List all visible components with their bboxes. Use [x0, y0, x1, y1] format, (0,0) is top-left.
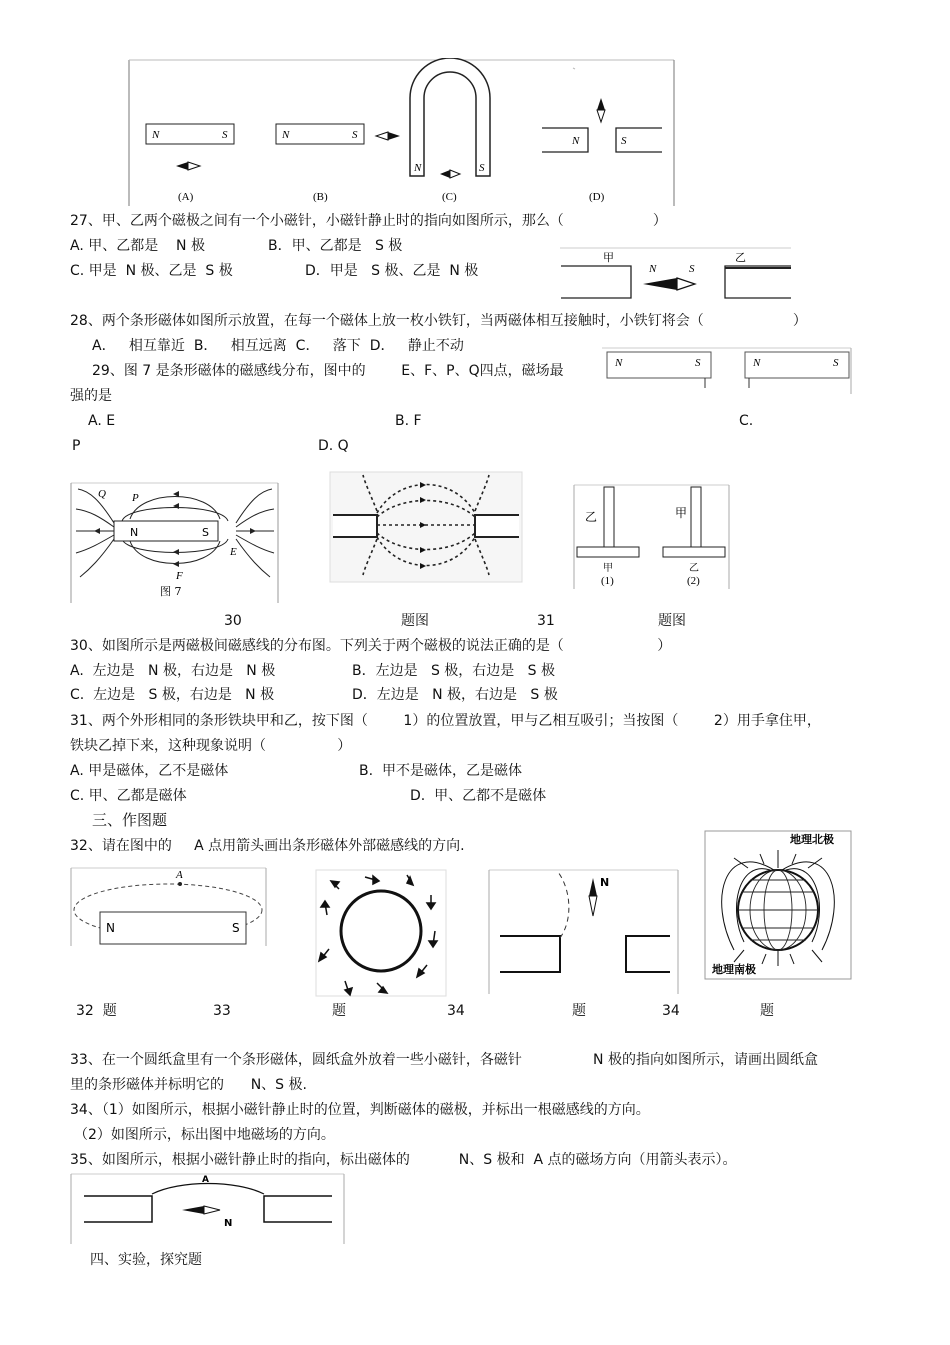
- q35-stem: 35、如图所示，根据小磁针静止时的指向，标出磁体的 N、S 极和 A 点的磁场方向（用箭头表示）。: [70, 1152, 737, 1168]
- section-4-heading: 四、实验，探究题: [90, 1252, 202, 1268]
- caption-31-text: 题图: [658, 613, 686, 629]
- q27-figure: [559, 246, 793, 302]
- q27-option-b: B．甲、乙都是 S 极: [268, 238, 403, 254]
- svg-text:S: S: [479, 162, 485, 174]
- q30-option-d: D．左边是 N 极，右边是 S 极: [352, 687, 558, 703]
- q30-stem: 30、如图所示是两磁极间磁感线的分布图。下列关于两个磁极的说法正确的是（ ）: [70, 638, 672, 654]
- q28-stem: 28、两个条形磁体如图所示放置，在每一个磁体上放一枚小铁钉，当两磁体相互接触时，小铁钉将会（ ）: [70, 313, 807, 329]
- q31-option-c: C. 甲、乙都是磁体: [70, 788, 187, 804]
- svg-text:S: S: [232, 921, 240, 935]
- figure-31-iron-bars: [573, 483, 731, 591]
- svg-text:N: N: [130, 526, 139, 539]
- q27-stem: 27、甲、乙两个磁极之间有一个小磁针，小磁针静止时的指向如图所示，那么（ ）: [70, 213, 667, 229]
- q27-option-d: D．甲是 S 极、乙是 N 极: [305, 263, 479, 279]
- svg-text:S: S: [352, 129, 358, 141]
- horseshoe-magnet: [410, 58, 490, 176]
- svg-text:地理南极: 地理南极: [712, 963, 756, 976]
- q28-figure: [601, 346, 853, 396]
- figure-7-field-lines: [70, 481, 280, 605]
- q27-option-a: A. 甲、乙都是 N 极: [70, 238, 205, 254]
- svg-text:N: N: [152, 129, 160, 141]
- q30-option-b: B．左边是 S 极，右边是 S 极: [352, 663, 555, 679]
- svg-text:(D): (D): [589, 191, 605, 203]
- caption-34-number: 34: [447, 1003, 465, 1019]
- q32-stem: 32、请在图中的 A 点用箭头画出条形磁体外部磁感线的方向.: [70, 838, 465, 854]
- q30-option-c: C. 左边是 S 极，右边是 N 极: [70, 687, 275, 703]
- q28-options: A． 相互靠近 B． 相互远离 C． 落下 D． 静止不动: [92, 338, 464, 354]
- caption-30-number: 30: [224, 613, 242, 629]
- q29-stem-line2: 强的是: [70, 388, 112, 404]
- svg-text:F: F: [176, 570, 183, 582]
- svg-text:(1): (1): [601, 575, 614, 587]
- figure-34-poles-needle: [488, 868, 680, 996]
- figure-35-magnets-needle: [70, 1172, 346, 1246]
- svg-text:S: S: [202, 526, 209, 539]
- svg-text:A: A: [202, 1175, 209, 1185]
- svg-text:A: A: [176, 869, 183, 881]
- figure-32-bar-magnet: [70, 866, 268, 948]
- q29-option-b: B. F: [395, 413, 422, 429]
- q31-option-a: A. 甲是磁体，乙不是磁体: [70, 763, 229, 779]
- caption-33-number: 33: [213, 1003, 231, 1019]
- figure-34-earth-magnetic-field: [704, 830, 852, 980]
- svg-text:(A): (A): [178, 191, 194, 203]
- svg-text:乙: 乙: [689, 563, 699, 574]
- q31-stem-line1: 31、两个外形相同的条形铁块甲和乙，按下图（ 1）的位置放置，甲与乙相互吸引；当按图（ 2）用手拿住甲，: [70, 713, 821, 729]
- svg-text:N: N: [649, 263, 657, 275]
- figure-30-field-between-poles: [329, 471, 523, 583]
- q29-stem-line1: 29、图 7 是条形磁体的磁感线分布，图中的 E、F、P、Q四点，磁场最: [92, 363, 564, 379]
- section-3-heading: 三、作图题: [92, 811, 168, 829]
- q31-option-b: B. 甲不是磁体，乙是磁体: [359, 763, 522, 779]
- svg-text:(C): (C): [442, 191, 457, 203]
- svg-text:乙: 乙: [735, 251, 746, 264]
- svg-text:N: N: [282, 129, 290, 141]
- svg-text:N: N: [753, 357, 761, 369]
- q31-option-d: D. 甲、乙都不是磁体: [410, 788, 547, 804]
- q29-option-a: A. E: [88, 413, 116, 429]
- q30-option-a: A. 左边是 N 极，右边是 N 极: [70, 663, 276, 679]
- caption-34b-number: 34: [662, 1003, 680, 1019]
- caption-33-text: 题: [332, 1003, 346, 1019]
- q33-stem-line1: 33、在一个圆纸盒里有一个条形磁体，圆纸盒外放着一些小磁针，各磁针 N 极的指向如图所示，请画出圆纸盒: [70, 1052, 818, 1068]
- svg-text:图 7: 图 7: [160, 585, 182, 598]
- caption-31-number: 31: [537, 613, 555, 629]
- q29-option-d: D. Q: [318, 438, 349, 454]
- svg-text:(B): (B): [313, 191, 328, 203]
- svg-text:N: N: [615, 357, 623, 369]
- svg-text:P: P: [132, 492, 139, 504]
- q27-option-c: C. 甲是 N 极、乙是 S 极: [70, 263, 233, 279]
- svg-text:(2): (2): [687, 575, 700, 587]
- svg-text:N: N: [106, 921, 115, 935]
- svg-text:S: S: [695, 357, 701, 369]
- svg-text:甲: 甲: [675, 506, 688, 520]
- caption-30-text: 题图: [401, 613, 429, 629]
- svg-text:N: N: [414, 162, 422, 174]
- q33-stem-line2: 里的条形磁体并标明它的 N、S 极.: [70, 1077, 307, 1093]
- svg-text:甲: 甲: [603, 563, 613, 574]
- figure-33-paper-box-needles: [315, 869, 447, 997]
- caption-32: 32 题: [76, 1003, 117, 1019]
- svg-text:地理北极: 地理北极: [790, 833, 834, 846]
- q29-option-c-cont: P: [72, 438, 81, 454]
- q34-line2: （2）如图所示，标出图中地磁场的方向。: [74, 1127, 335, 1143]
- svg-text:乙: 乙: [585, 510, 598, 524]
- caption-34-text: 题: [572, 1003, 586, 1019]
- q29-option-c: C.: [739, 413, 754, 429]
- svg-text:S: S: [621, 135, 627, 147]
- svg-text:S: S: [833, 357, 839, 369]
- svg-text:N: N: [572, 135, 580, 147]
- svg-text:甲: 甲: [603, 251, 614, 264]
- svg-text:S: S: [689, 263, 695, 275]
- q34-line1: 34、（1）如图所示，根据小磁针静止时的位置，判断磁体的磁极，并标出一根磁感线的方向。: [70, 1102, 650, 1118]
- svg-text:N: N: [224, 1218, 233, 1229]
- caption-34b-text: 题: [760, 1003, 774, 1019]
- svg-text:N: N: [600, 876, 610, 889]
- svg-text:E: E: [230, 546, 237, 558]
- q31-stem-line2: 铁块乙掉下来，这种现象说明（ ）: [70, 738, 352, 754]
- svg-text:Q: Q: [98, 488, 106, 500]
- figure-magnet-needle-options: [128, 58, 676, 208]
- svg-text:S: S: [222, 129, 228, 141]
